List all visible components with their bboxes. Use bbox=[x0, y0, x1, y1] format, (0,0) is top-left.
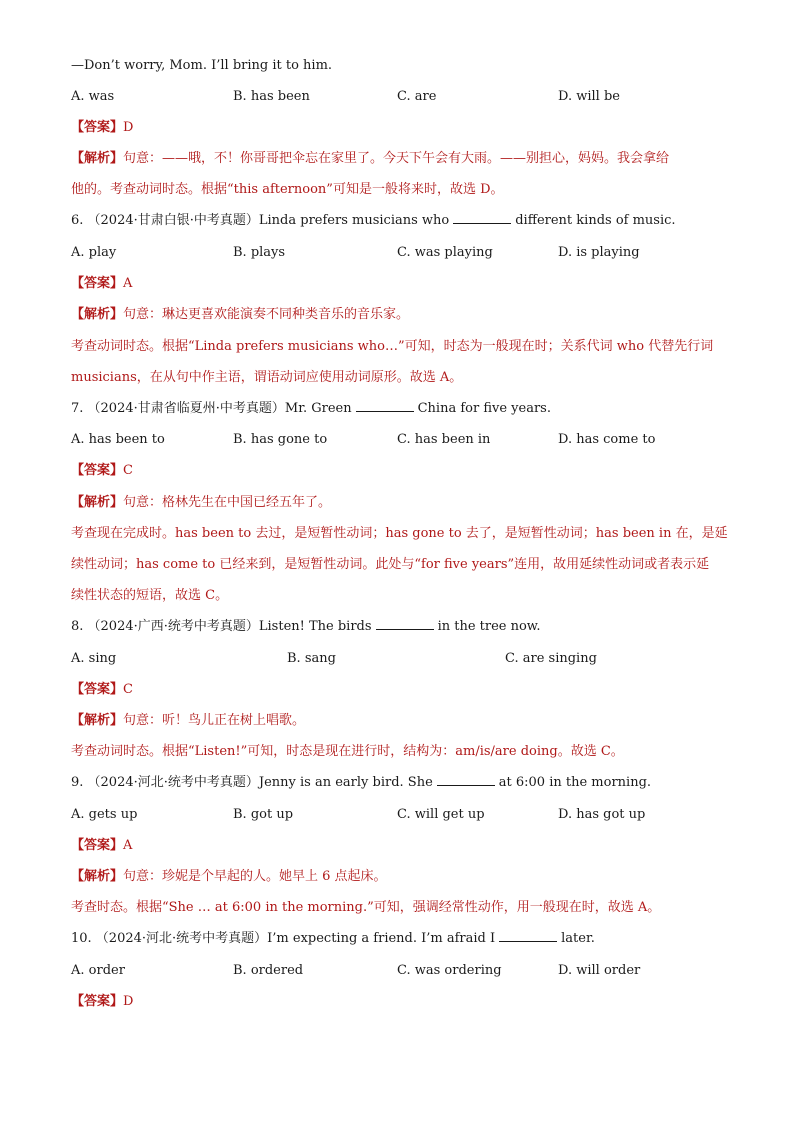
q5-option-a: A. was bbox=[71, 89, 115, 104]
q6-analysis-2: 考查动词时态。根据“Linda prefers musicians who…”可知，时态为一般现在时；关系代词 who 代替先行词 bbox=[71, 339, 714, 354]
q8-options bbox=[71, 649, 731, 669]
q6-answer: 【答案】A bbox=[71, 276, 133, 291]
q10-option-b: B. ordered bbox=[233, 963, 304, 978]
q9-option-b: B. got up bbox=[233, 807, 294, 822]
q8-option-c: C. are singing bbox=[505, 651, 597, 666]
q5-option-d: D. will be bbox=[558, 89, 620, 104]
q8-option-b: B. sang bbox=[287, 651, 336, 666]
dialogue-line: —Don’t worry, Mom. I’ll bring it to him. bbox=[71, 58, 333, 73]
q5-analysis-2: 他的。考查动词时态。根据“this afternoon”可知是一般将来时，故选 D。 bbox=[71, 182, 504, 197]
q7-analysis-4: 续性状态的短语，故选 C。 bbox=[71, 588, 229, 603]
q8-option-a: A. sing bbox=[71, 651, 117, 666]
q5-options bbox=[71, 87, 731, 107]
q10-stem: 10. （2024·河北·统考中考真题）I’m expecting a friend. I’m afraid I later. bbox=[71, 931, 595, 946]
q10-options bbox=[71, 961, 731, 981]
q8-answer: 【答案】C bbox=[71, 682, 133, 697]
q9-analysis-1: 【解析】句意：珍妮是个早起的人。她早上 6 点起床。 bbox=[71, 869, 387, 884]
q8-analysis-1: 【解析】句意：听！鸟儿正在树上唱歌。 bbox=[71, 713, 306, 728]
q6-analysis-1: 【解析】句意：琳达更喜欢能演奏不同种类音乐的音乐家。 bbox=[71, 307, 410, 322]
answer-blank bbox=[499, 929, 557, 942]
q7-analysis-3: 续性动词；has come to 已经来到，是短暂性动词。此处与“for five years”连用，故用延续性动词或者表示延 bbox=[71, 557, 710, 572]
q5-option-b: B. has been bbox=[233, 89, 310, 104]
q7-option-d: D. has come to bbox=[558, 432, 656, 447]
q7-analysis-2: 考查现在完成时。has been to 去过，是短暂性动词；has gone to 去了，是短暂性动词；has been in 在，是延 bbox=[71, 526, 728, 541]
analysis-tag: 【解析】 bbox=[71, 151, 124, 166]
q7-option-c: C. has been in bbox=[397, 432, 491, 447]
q5-analysis-1: 【解析】句意：——哦，不！你哥哥把伞忘在家里了。今天下午会有大雨。——别担心，妈妈。我会拿给 bbox=[71, 151, 670, 166]
q6-option-b: B. plays bbox=[233, 245, 286, 260]
q8-analysis-2: 考查动词时态。根据“Listen!”可知，时态是现在进行时，结构为：am/is/are doing。故选 C。 bbox=[71, 744, 624, 759]
q7-option-a: A. has been to bbox=[71, 432, 165, 447]
answer-blank bbox=[453, 211, 511, 224]
q7-analysis-1: 【解析】句意：格林先生在中国已经五年了。 bbox=[71, 495, 332, 510]
q5-option-c: C. are bbox=[397, 89, 437, 104]
answer-blank bbox=[356, 399, 414, 412]
q9-option-c: C. will get up bbox=[397, 807, 485, 822]
q7-stem: 7. （2024·甘肃省临夏州·中考真题）Mr. Green China for five years. bbox=[71, 401, 551, 416]
q6-analysis-3: musicians，在从句中作主语，谓语动词应使用动词原形。故选 A。 bbox=[71, 370, 463, 385]
q6-option-d: D. is playing bbox=[558, 245, 640, 260]
q6-stem: 6. （2024·甘肃白银·中考真题）Linda prefers musicians who different kinds of music. bbox=[71, 213, 676, 228]
q8-stem: 8. （2024·广西·统考中考真题）Listen! The birds in the tree now. bbox=[71, 619, 541, 634]
q7-options bbox=[71, 430, 731, 450]
q9-analysis-2: 考查时态。根据“She … at 6:00 in the morning.”可知，强调经常性动作，用一般现在时，故选 A。 bbox=[71, 900, 661, 915]
q7-option-b: B. has gone to bbox=[233, 432, 328, 447]
q10-option-d: D. will order bbox=[558, 963, 641, 978]
q10-option-a: A. order bbox=[71, 963, 125, 978]
q9-answer: 【答案】A bbox=[71, 838, 133, 853]
q6-options bbox=[71, 243, 731, 263]
q9-options bbox=[71, 805, 731, 825]
q10-answer: 【答案】D bbox=[71, 994, 134, 1009]
answer-blank bbox=[376, 617, 434, 630]
q7-answer: 【答案】C bbox=[71, 463, 133, 478]
q5-answer bbox=[71, 118, 734, 138]
q9-stem: 9. （2024·河北·统考中考真题）Jenny is an early bird. She at 6:00 in the morning. bbox=[71, 775, 652, 790]
answer-value: D bbox=[123, 120, 134, 135]
q9-option-d: D. has got up bbox=[558, 807, 646, 822]
q6-option-a: A. play bbox=[71, 245, 117, 260]
q9-option-a: A. gets up bbox=[71, 807, 138, 822]
answer-blank bbox=[437, 773, 495, 786]
q10-option-c: C. was ordering bbox=[397, 963, 502, 978]
q6-option-c: C. was playing bbox=[397, 245, 493, 260]
answer-tag: 【答案】 bbox=[71, 120, 124, 135]
